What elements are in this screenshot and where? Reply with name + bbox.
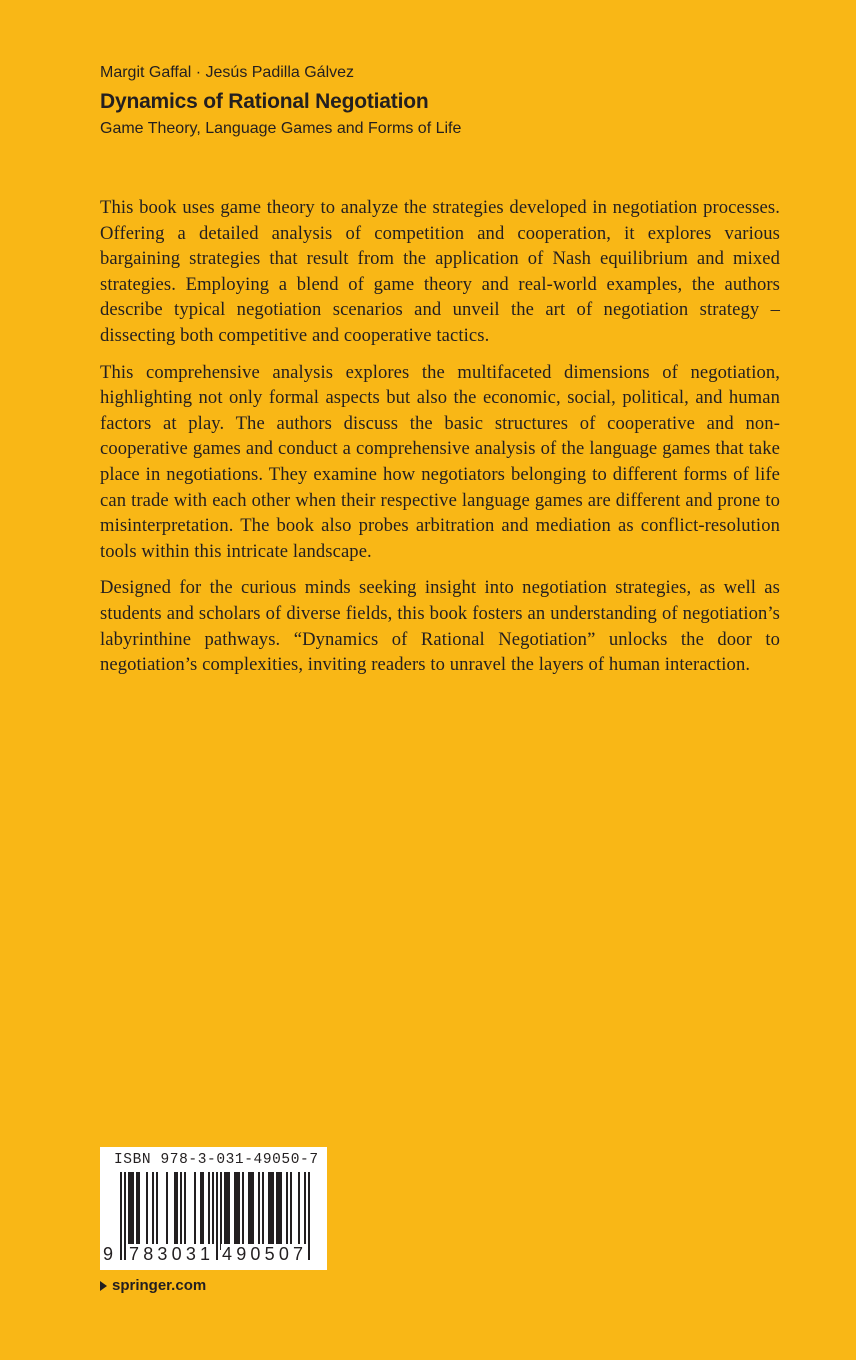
- barcode-bar: [208, 1172, 210, 1250]
- barcode-bar: [262, 1172, 264, 1250]
- barcode-bar: [152, 1172, 154, 1250]
- ean-first-digit: 9: [103, 1244, 114, 1264]
- barcode-bar: [276, 1172, 278, 1250]
- barcode-bar: [236, 1172, 238, 1250]
- publisher-url[interactable]: springer.com: [112, 1277, 207, 1294]
- barcode-bar: [136, 1172, 138, 1250]
- barcode-bar: [174, 1172, 176, 1250]
- barcode-bar: [242, 1172, 244, 1250]
- barcode-bar: [248, 1172, 250, 1250]
- barcode-bar: [228, 1172, 230, 1250]
- barcode-bar: [268, 1172, 270, 1250]
- barcode-bar: [184, 1172, 186, 1250]
- book-description: [100, 195, 780, 689]
- barcode-bar: [226, 1172, 228, 1250]
- barcode-bar: [280, 1172, 282, 1250]
- ean-left-group: 783031: [129, 1244, 215, 1264]
- barcode-bar: [156, 1172, 158, 1250]
- book-title: Dynamics of Rational Negotiation: [100, 90, 429, 113]
- isbn-barcode: [100, 1147, 327, 1270]
- barcode-bar: [252, 1172, 254, 1250]
- description-paragraph: This comprehensive analysis explores the multifaceted dimensions of negotiation, highlighting not only formal aspects but also the economic, social, political, and human factors at play. The authors discuss the basic structures of cooperative and non-cooperative games and conduct a comprehensive analysis of the language games that take place in negotiations. They examine how negotiators belonging to different forms of life can trade with each other when their respective language games are different and prone to misinterpretation. The book also probes arbitration and mediation as conflict-resolution tools within this intricate landscape.: [100, 361, 780, 562]
- barcode-bar: [200, 1172, 202, 1250]
- barcode-bar: [166, 1172, 168, 1250]
- barcode-bar: [176, 1172, 178, 1250]
- barcode-bar: [258, 1172, 260, 1250]
- barcode-bar: [298, 1172, 300, 1250]
- ean-digits: [100, 1244, 327, 1266]
- barcode-bar: [202, 1172, 204, 1250]
- barcode-bar: [224, 1172, 226, 1250]
- barcode-bar: [146, 1172, 148, 1250]
- barcode-bar: [286, 1172, 288, 1250]
- barcode-bar: [278, 1172, 280, 1250]
- isbn-label: ISBN 978-3-031-49050-7: [114, 1152, 319, 1168]
- barcode-bar: [132, 1172, 134, 1250]
- barcode-bar: [250, 1172, 252, 1250]
- barcode-bar: [180, 1172, 182, 1250]
- barcode-bar: [220, 1172, 222, 1250]
- barcode-bar: [138, 1172, 140, 1250]
- barcode-bar: [194, 1172, 196, 1250]
- publisher-link[interactable]: [100, 1277, 206, 1294]
- authors: Margit Gaffal · Jesús Padilla Gálvez: [100, 64, 355, 81]
- barcode-bar: [272, 1172, 274, 1250]
- cover-header: [100, 63, 760, 139]
- arrow-right-icon: [100, 1281, 107, 1291]
- barcode-bar: [130, 1172, 132, 1250]
- barcode-bar: [128, 1172, 130, 1250]
- barcode-bar: [270, 1172, 272, 1250]
- ean-right-group: 490507: [222, 1244, 308, 1264]
- description-paragraph: Designed for the curious minds seeking insight into negotiation strategies, as well as students and scholars of diverse fields, this book fosters an understanding of negotiation’s labyrinthine pathways. “Dynamics of Rational Negotiation” unlocks the door to negotiation’s complexities, inviting readers to unravel the layers of human interaction.: [100, 577, 780, 676]
- barcode-bar: [238, 1172, 240, 1250]
- description-paragraph: This book uses game theory to analyze the strategies developed in negotiation processes. Offering a detailed analysis of competition and cooperation, it explores various bargaining strategies that result from the application of Nash equilibrium and mixed strategies. Employing a blend of game theory and real-world examples, the authors describe typical negotiation scenarios and unveil the art of negotiation strategy – dissecting both competitive and cooperative tactics.: [100, 197, 780, 346]
- book-subtitle: Game Theory, Language Games and Forms of Life: [100, 120, 462, 137]
- barcode-bar: [234, 1172, 236, 1250]
- barcode-bar: [290, 1172, 292, 1250]
